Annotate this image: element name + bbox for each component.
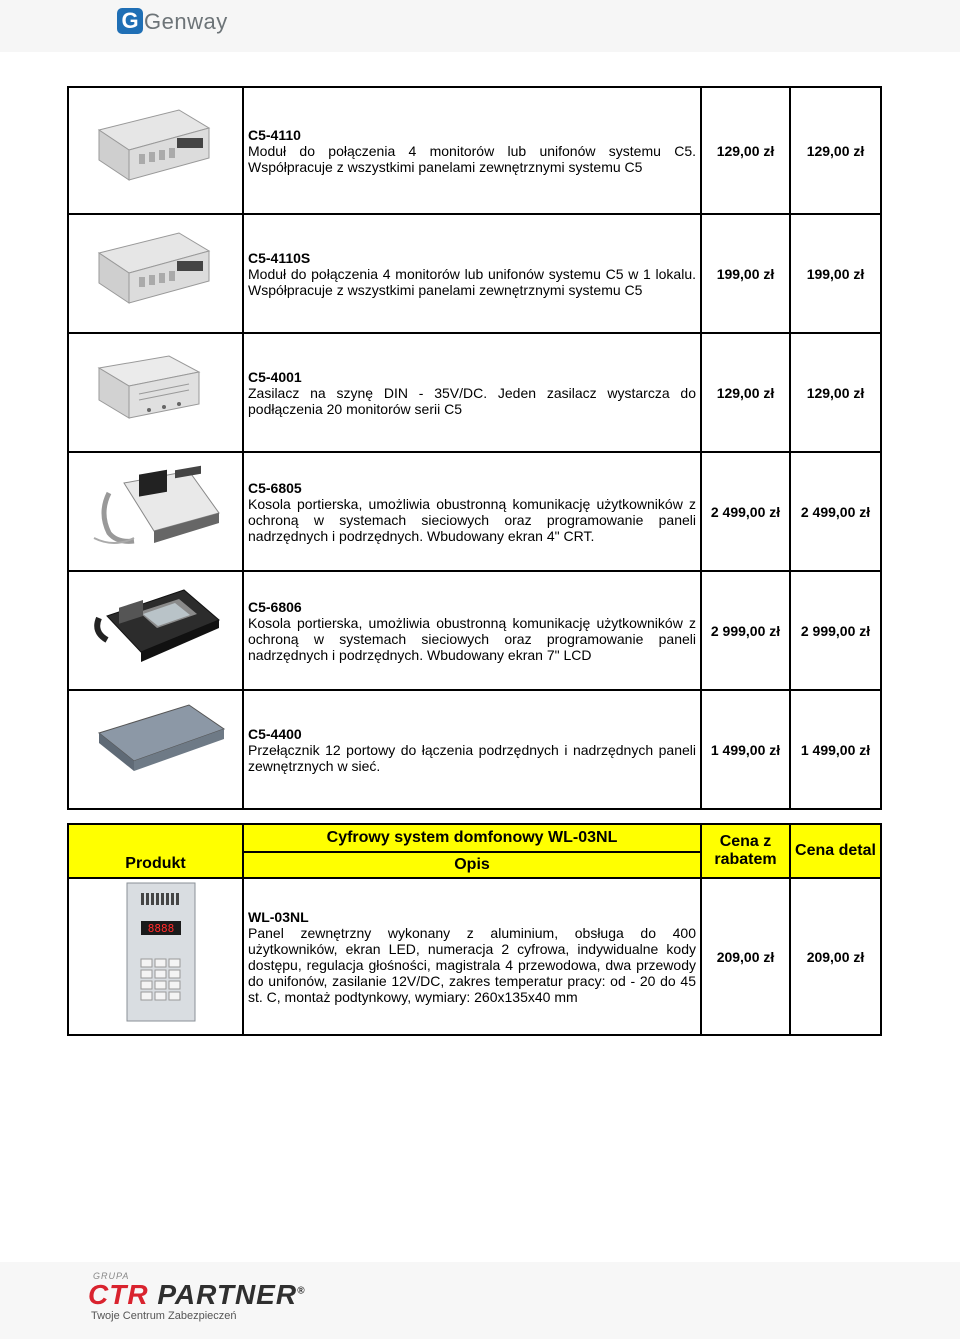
product-desc-text: Kosola portierska, umożliwia obustronną komunikację użytkowników z ochroną w systemach sieciowych oraz programowanie paneli nadrzędnych i podrzędnych. Wbudowany ekran 7" LCD: [248, 614, 696, 663]
price-detal: 209,00 zł: [790, 878, 881, 1035]
price-rabat: 129,00 zł: [701, 333, 790, 452]
column-header-cena-rabat: Cena z rabatem: [701, 824, 790, 878]
switch-c5-4400-image: [69, 691, 244, 803]
product-description: [243, 690, 701, 809]
panel-wl03nl-image: [69, 879, 244, 1029]
product-image-cell: [68, 333, 243, 452]
column-header-opis: Opis: [243, 852, 701, 878]
price-rabat: 1 499,00 zł: [701, 690, 790, 809]
ctr-tagline: Twoje Centrum Zabezpieczeń: [91, 1310, 237, 1322]
ctr-logo-part: CTR: [88, 1279, 149, 1310]
table-row: [68, 333, 881, 452]
product-image-cell: [68, 452, 243, 571]
product-desc-text: Przełącznik 12 portowy do łączenia podrzędnych i nadrzędnych paneli zewnętrznych w sieć.: [248, 741, 696, 774]
product-table-wl03nl: [67, 823, 882, 1036]
section-title: Cyfrowy system domfonowy WL-03NL: [243, 824, 701, 852]
product-desc-text: Moduł do połączenia 4 monitorów lub unifonów systemu C5 w 1 lokalu. Współpracuje z wszystkimi panelami zewnętrznymi systemu C5: [248, 265, 696, 298]
price-rabat: 2 499,00 zł: [701, 452, 790, 571]
product-image-cell: [68, 214, 243, 333]
price-detal: 129,00 zł: [790, 333, 881, 452]
price-detal: 2 499,00 zł: [790, 452, 881, 571]
genway-logo: [117, 4, 227, 38]
price-detal: 199,00 zł: [790, 214, 881, 333]
product-desc-text: Moduł do połączenia 4 monitorów lub unifonów systemu C5. Współpracuje z wszystkimi panelami zewnętrznymi systemu C5: [248, 142, 696, 175]
module-c5-4110s-image: [69, 215, 244, 327]
power-supply-c5-4001-image: [69, 334, 244, 446]
product-description: [243, 214, 701, 333]
console-c5-6805-image: [69, 453, 244, 565]
product-image-cell: [68, 878, 243, 1035]
product-code: C5-6806: [248, 598, 302, 615]
led-display: 8888: [147, 922, 175, 935]
genway-logo-icon: G: [117, 8, 143, 34]
genway-logo-text: Genway: [144, 9, 228, 34]
column-header-cena-detal: Cena detal: [790, 824, 881, 878]
table-row: [68, 690, 881, 809]
table-row: [68, 571, 881, 690]
price-rabat: 129,00 zł: [701, 87, 790, 214]
product-description: [243, 571, 701, 690]
product-desc-text: Zasilacz na szynę DIN - 35V/DC. Jeden zasilacz wystarcza do podłączenia 20 monitorów serii C5: [248, 384, 696, 417]
table-row: [68, 878, 881, 1035]
product-description: [243, 452, 701, 571]
module-c5-4110-image: [69, 88, 244, 208]
product-image-cell: [68, 87, 243, 214]
price-detal: 129,00 zł: [790, 87, 881, 214]
product-desc-text: Panel zewnętrzny wykonany z aluminium, obsługa do 400 użytkowników, ekran LED, numeracja 2 cyfrowa, indywidualne kody dostępu, regulacja głośności, magistrala 4 przewodowa, dwa przewody do unifonów, zasilanie 12V/DC, zakres temperatur pracy: od - 20 do 45 st. C, montaż podtynkowy, wymiary: 260x135x40 mm: [248, 924, 696, 1005]
price-detal: 2 999,00 zł: [790, 571, 881, 690]
price-rabat: 209,00 zł: [701, 878, 790, 1035]
partner-logo-part: PARTNER: [148, 1279, 298, 1310]
ctr-partner-logo: [88, 1279, 305, 1311]
console-c5-6806-image: [69, 572, 244, 684]
product-code: C5-4110: [248, 126, 301, 143]
product-description: [243, 87, 701, 214]
product-table-c5: [67, 86, 882, 810]
product-code: WL-03NL: [248, 908, 309, 925]
product-description: [243, 878, 701, 1035]
product-image-cell: [68, 571, 243, 690]
column-header-produkt: Produkt: [68, 824, 243, 878]
price-detal: 1 499,00 zł: [790, 690, 881, 809]
product-code: C5-6805: [248, 479, 302, 496]
table-row: [68, 214, 881, 333]
registered-mark: ®: [297, 1285, 306, 1297]
top-header-bar: [0, 0, 960, 52]
product-description: [243, 333, 701, 452]
table-header-row: [68, 824, 881, 852]
product-code: C5-4001: [248, 368, 302, 385]
table-row: [68, 87, 881, 214]
product-image-cell: [68, 690, 243, 809]
price-rabat: 2 999,00 zł: [701, 571, 790, 690]
table-row: [68, 452, 881, 571]
product-code: C5-4110S: [248, 249, 311, 266]
product-desc-text: Kosola portierska, umożliwia obustronną komunikację użytkowników z ochroną w systemach sieciowych oraz programowanie paneli nadrzędnych i podrzędnych. Wbudowany ekran 4" CRT.: [248, 495, 696, 544]
price-rabat: 199,00 zł: [701, 214, 790, 333]
ctr-grupa-label: GRUPA: [93, 1271, 130, 1281]
product-code: C5-4400: [248, 725, 302, 742]
